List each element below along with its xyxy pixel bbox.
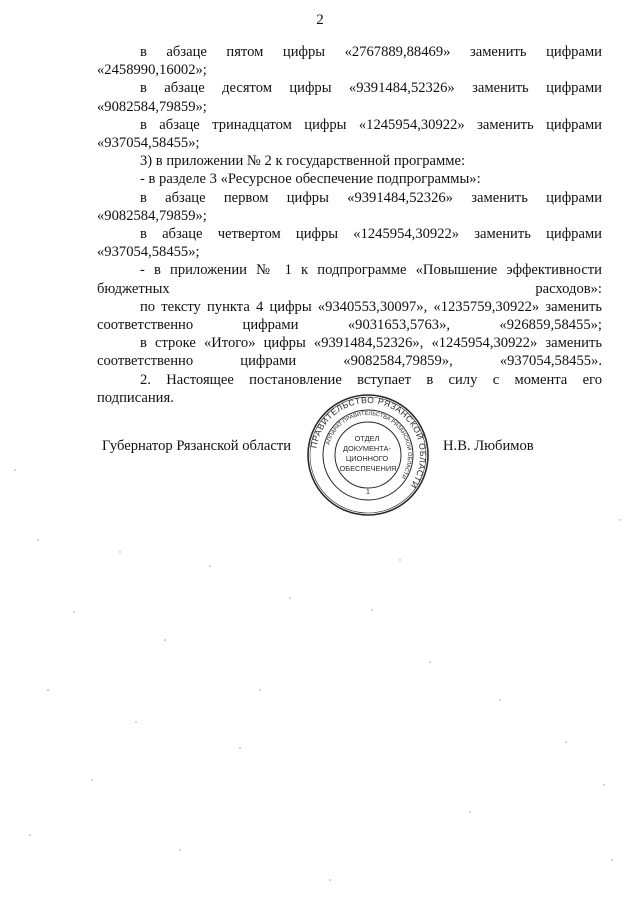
stamp-number: 1 [366,489,370,496]
paragraph-item-11: 2. Настоящее постановление вступает в силу с момента его подписания. [97,371,602,406]
paragraph-item-4: 3) в приложении № 2 к государственной программе: [140,153,466,170]
stamp-inner-ring-text: АППАРАТ ПРАВИТЕЛЬСТВА РЯЗАНСКОЙ ОБЛАСТИ [325,410,413,480]
signatory-title: Губернатор Рязанской области [102,438,292,454]
stamp-center-line: ЦИОННОГО [345,454,389,463]
signatory-name: Н.В. Любимов [443,438,534,454]
paragraph-item-7: в абзаце четвертом цифры «1245954,30922» заменить цифрами «937054,58455»; [97,226,602,261]
stamp-center-line: ОТДЕЛ [354,434,380,443]
document-body [97,43,602,407]
paragraph-item-10: в строке «Итого» цифры «9391484,52326», «1245954,30922» заменить соответственно цифрами «9082584,79859», «937054,58455». [97,335,602,370]
paragraph-item-6: в абзаце первом цифры «9391484,52326» заменить цифрами «9082584,79859»; [97,189,602,224]
paragraph-item-2: в абзаце десятом цифры «9391484,52326» заменить цифрами «9082584,79859»; [97,80,602,115]
paragraph-item-5: - в разделе 3 «Ресурсное обеспечение подпрограммы»: [140,171,481,188]
stamp-center-line: ОБЕСПЕЧЕНИЯ [339,464,397,473]
svg-text:ОТДЕЛ ДОКУМЕНТА- ЦИОНН [340,434,397,473]
paragraph-item-1: в абзаце пятом цифры «2767889,88469» заменить цифрами «2458990,16002»; [97,44,602,79]
stamp-center-line: ДОКУМЕНТА- [343,444,391,453]
stamp-outer-text: ПРАВИТЕЛЬСТВО РЯЗАНСКОЙ ОБЛАСТИ [308,394,429,491]
page-number: 2 [316,12,324,28]
official-stamp-seal [305,392,431,518]
paragraph-item-3: в абзаце тринадцатом цифры «1245954,30922» заменить цифрами «937054,58455»; [97,116,602,152]
paragraph-item-8: - в приложении № 1 к подпрограмме «Повышение эффективности бюджетных расходов»: [97,262,602,297]
paragraph-item-9: по тексту пункта 4 цифры «9340553,30097», «1235759,30922» заменить соответственно цифрами «9031653,5763», «926859,58455»; [97,298,602,334]
